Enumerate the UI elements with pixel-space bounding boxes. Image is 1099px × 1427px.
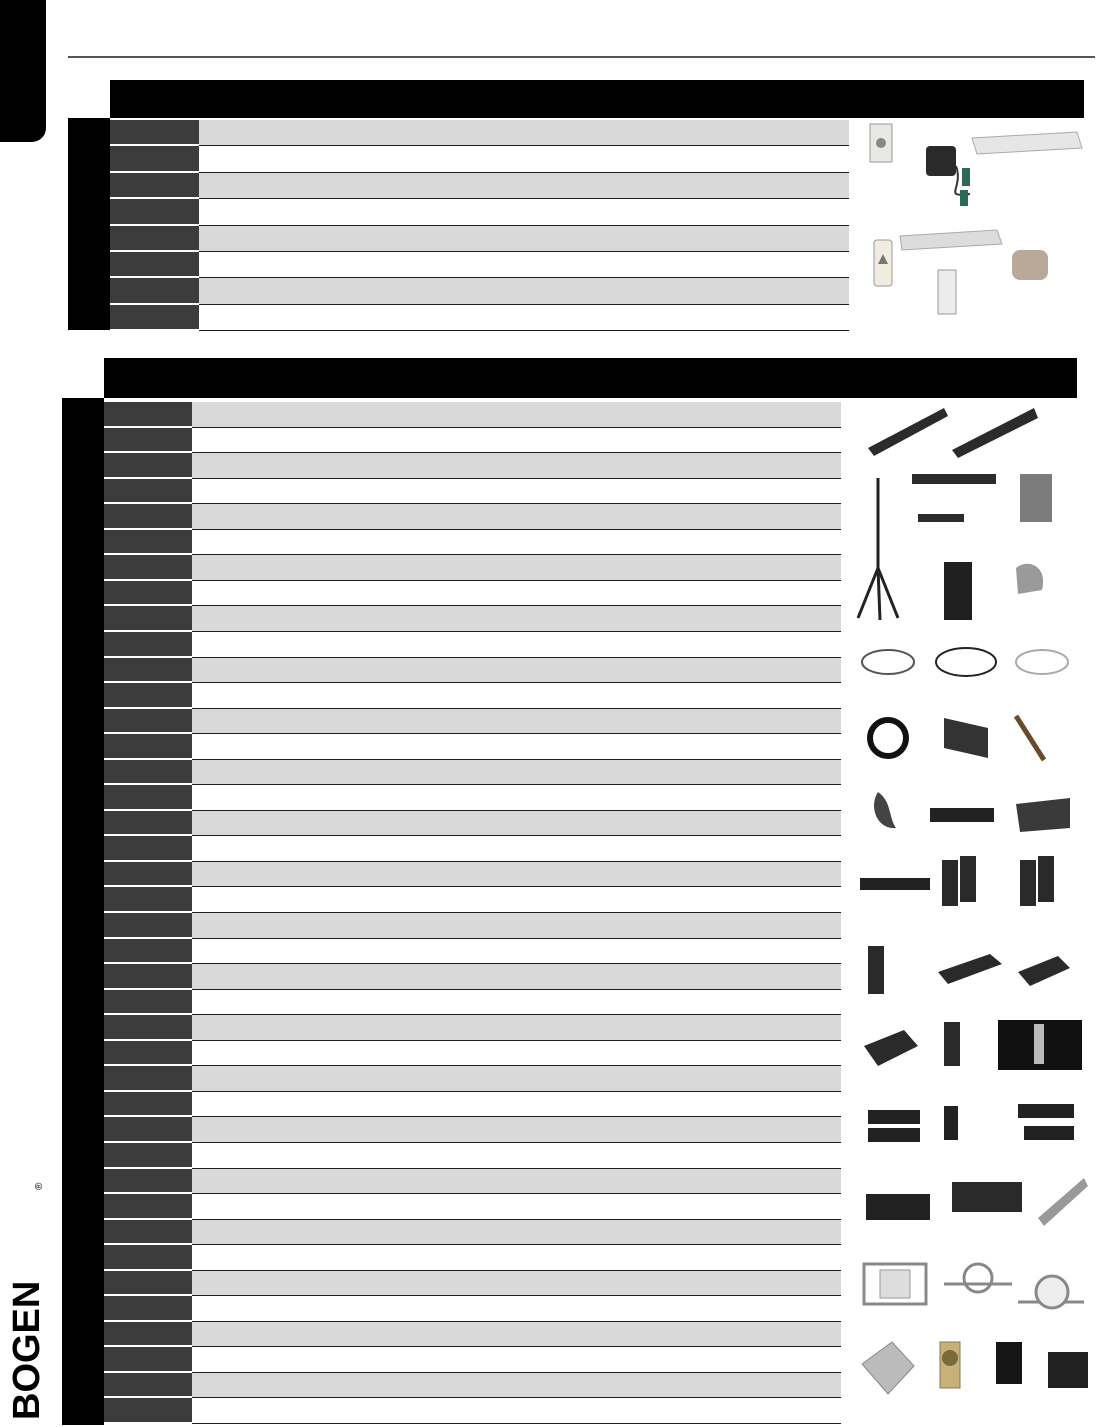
part-number-cell <box>104 887 192 913</box>
table-row <box>104 683 841 709</box>
part-number-cell <box>110 120 199 146</box>
description-cell <box>192 964 841 990</box>
part-number-cell <box>104 1271 192 1296</box>
description-cell <box>192 428 841 453</box>
part-number-cell <box>104 402 192 428</box>
table-row <box>104 504 841 530</box>
tripod-stand-photo <box>858 478 898 620</box>
part-number-cell <box>104 581 192 606</box>
section-header-band <box>104 358 1077 398</box>
description-cell <box>192 1220 841 1245</box>
part-number-cell <box>104 1373 192 1398</box>
part-number-cell <box>104 453 192 479</box>
description-cell <box>192 1169 841 1194</box>
table-row <box>104 1322 841 1347</box>
table-row <box>110 199 849 226</box>
table-row <box>104 530 841 555</box>
part-number-cell <box>104 913 192 939</box>
description-cell <box>192 1296 841 1322</box>
description-cell <box>192 1322 841 1347</box>
table-row <box>104 1194 841 1220</box>
table-row <box>104 913 841 939</box>
cable-kit-photo <box>862 648 1068 676</box>
part-number-cell <box>104 990 192 1015</box>
description-cell <box>192 1194 841 1220</box>
wall-plate-photo <box>870 124 892 162</box>
volume-control-photo <box>874 240 892 286</box>
description-cell <box>199 226 849 252</box>
description-cell <box>192 990 841 1015</box>
description-cell <box>192 683 841 709</box>
description-cell <box>199 199 849 226</box>
table-row <box>104 453 841 479</box>
description-cell <box>192 453 841 479</box>
description-cell <box>192 402 841 428</box>
table-row <box>104 632 841 658</box>
table-row <box>110 173 849 199</box>
description-cell <box>192 1347 841 1373</box>
description-cell <box>192 1373 841 1398</box>
spec-table <box>110 120 849 331</box>
description-cell <box>192 1041 841 1066</box>
table-row <box>104 811 841 836</box>
table-row <box>104 709 841 734</box>
shelf-bracket-photo <box>972 132 1082 154</box>
table-row <box>104 964 841 990</box>
table-row <box>104 836 841 862</box>
part-number-cell <box>104 785 192 811</box>
part-number-cell <box>104 658 192 683</box>
description-cell <box>192 760 841 785</box>
description-cell <box>192 632 841 658</box>
description-cell <box>192 504 841 530</box>
spec-table <box>104 402 841 1424</box>
table-row <box>110 146 849 173</box>
description-cell <box>192 1117 841 1143</box>
description-cell <box>192 1271 841 1296</box>
part-number-cell <box>104 939 192 964</box>
table-row <box>104 862 841 887</box>
part-number-cell <box>110 173 199 199</box>
part-number-cell <box>104 683 192 709</box>
table-row <box>104 1015 841 1041</box>
table-row <box>110 305 849 331</box>
table-row <box>104 734 841 760</box>
table-row <box>104 1373 841 1398</box>
description-cell <box>192 1245 841 1271</box>
description-cell <box>192 862 841 887</box>
description-cell <box>199 146 849 173</box>
part-number-cell <box>104 1220 192 1245</box>
part-number-cell <box>104 811 192 836</box>
part-number-cell <box>104 1296 192 1322</box>
table-row <box>110 252 849 278</box>
part-number-cell <box>104 606 192 632</box>
section-header-band <box>110 80 1084 118</box>
part-number-cell <box>104 1169 192 1194</box>
description-cell <box>199 252 849 278</box>
table-row <box>104 990 841 1015</box>
description-cell <box>192 913 841 939</box>
table-row <box>104 785 841 811</box>
table-row <box>104 479 841 504</box>
part-number-cell <box>110 199 199 226</box>
part-number-cell <box>104 1245 192 1271</box>
part-number-cell <box>104 504 192 530</box>
section-side-bar <box>68 118 110 330</box>
description-cell <box>192 811 841 836</box>
part-number-cell <box>104 530 192 555</box>
rack-ear-photo <box>860 856 1054 906</box>
part-number-cell <box>104 479 192 504</box>
part-number-cell <box>104 1015 192 1041</box>
description-cell <box>192 836 841 862</box>
product-photos <box>852 118 1092 330</box>
part-number-cell <box>104 1143 192 1169</box>
table-row <box>104 658 841 683</box>
table-row <box>104 1347 841 1373</box>
table-row <box>104 581 841 606</box>
table-row <box>104 1220 841 1245</box>
part-number-cell <box>104 1322 192 1347</box>
part-number-cell <box>104 964 192 990</box>
part-number-cell <box>104 1117 192 1143</box>
product-photos <box>848 398 1094 1424</box>
description-cell <box>192 939 841 964</box>
description-cell <box>192 530 841 555</box>
description-cell <box>192 658 841 683</box>
part-number-cell <box>104 428 192 453</box>
power-supply-photo <box>926 146 970 206</box>
description-cell <box>199 305 849 331</box>
description-cell <box>192 479 841 504</box>
table-row <box>104 1296 841 1322</box>
chain-link-photo <box>900 230 1002 250</box>
table-row <box>104 1245 841 1271</box>
shelf-photo <box>864 946 1088 1226</box>
description-cell <box>192 606 841 632</box>
part-number-cell <box>104 760 192 785</box>
ring-photo <box>870 720 906 756</box>
table-row <box>110 278 849 305</box>
table-row <box>104 1117 841 1143</box>
part-number-cell <box>104 632 192 658</box>
table-row <box>104 402 841 428</box>
description-cell <box>192 887 841 913</box>
corner-tab <box>0 0 46 142</box>
part-number-cell <box>104 734 192 760</box>
part-number-cell <box>110 146 199 173</box>
table-row <box>110 120 849 146</box>
registered-mark: ® <box>34 1182 45 1190</box>
section-side-bar <box>62 398 104 1425</box>
description-cell <box>192 1398 841 1424</box>
description-cell <box>192 555 841 581</box>
table-row <box>104 1143 841 1169</box>
part-number-cell <box>104 1041 192 1066</box>
part-number-cell <box>110 252 199 278</box>
table-row <box>104 887 841 913</box>
description-cell <box>199 120 849 146</box>
description-cell <box>199 278 849 305</box>
table-row <box>104 428 841 453</box>
table-row <box>104 939 841 964</box>
terminal-strip-photo <box>938 270 956 314</box>
description-cell <box>192 1015 841 1041</box>
part-number-cell <box>110 226 199 252</box>
table-row <box>104 1092 841 1117</box>
table-row <box>104 1066 841 1092</box>
description-cell <box>192 785 841 811</box>
table-row <box>104 606 841 632</box>
description-cell <box>192 1143 841 1169</box>
table-row <box>104 1271 841 1296</box>
table-row <box>104 1398 841 1424</box>
description-cell <box>192 709 841 734</box>
top-rule <box>68 56 1095 58</box>
part-number-cell <box>104 1194 192 1220</box>
part-number-cell <box>104 709 192 734</box>
wall-bracket-photo <box>868 408 1038 458</box>
part-number-cell <box>104 1347 192 1373</box>
brand-name: BOGEN <box>6 1280 48 1420</box>
description-cell <box>192 581 841 606</box>
description-cell <box>199 173 849 199</box>
part-number-cell <box>104 555 192 581</box>
tile-bridge-photo <box>864 1264 1084 1308</box>
back-box-photo <box>862 1342 1088 1394</box>
part-number-cell <box>104 836 192 862</box>
part-number-cell <box>104 1398 192 1424</box>
rack-rail-photo <box>912 474 1052 620</box>
part-number-cell <box>104 862 192 887</box>
description-cell <box>192 1092 841 1117</box>
description-cell <box>192 734 841 760</box>
part-number-cell <box>104 1066 192 1092</box>
transformer-plug-photo <box>1012 250 1048 280</box>
table-row <box>110 226 849 252</box>
bogen-logo <box>2 1172 48 1422</box>
part-number-cell <box>110 305 199 331</box>
table-row <box>104 1041 841 1066</box>
table-row <box>104 555 841 581</box>
part-number-cell <box>110 278 199 305</box>
description-cell <box>192 1066 841 1092</box>
table-row <box>104 1169 841 1194</box>
part-number-cell <box>104 1092 192 1117</box>
table-row <box>104 760 841 785</box>
